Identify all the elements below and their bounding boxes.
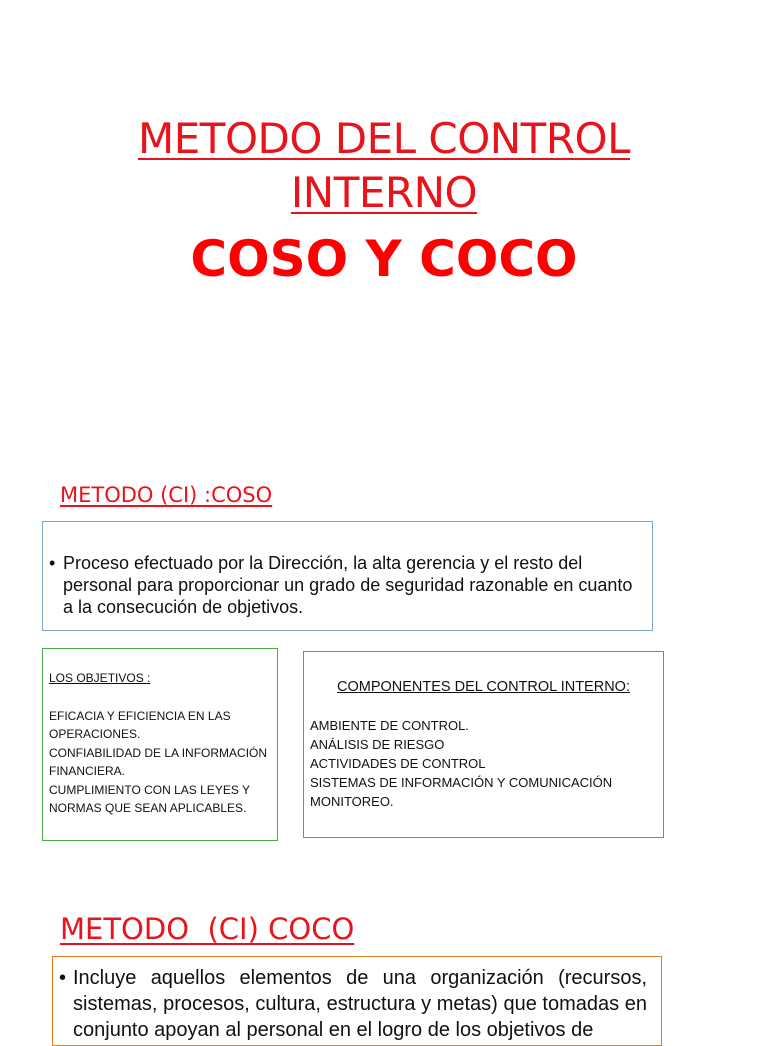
component-item: ACTIVIDADES DE CONTROL bbox=[310, 756, 486, 771]
objectives-box bbox=[42, 648, 278, 841]
page-subtitle: COSO Y COCO bbox=[190, 230, 578, 288]
component-item: MONITOREO. bbox=[310, 794, 394, 809]
coco-heading: METODO (CI) COCO bbox=[60, 912, 355, 946]
components-heading: COMPONENTES DEL CONTROL INTERNO: bbox=[337, 679, 630, 695]
coso-heading: METODO (CI) :COSO bbox=[60, 483, 273, 507]
coco-definition-box bbox=[52, 956, 662, 1046]
component-item: ANÁLISIS DE RIESGO bbox=[310, 737, 445, 752]
objective-item: CONFIABILIDAD DE LA INFORMACIÓN FINANCIERA. bbox=[49, 745, 268, 778]
bullet-icon: • bbox=[59, 967, 67, 989]
objectives-heading: LOS OBJETIVOS : bbox=[49, 671, 151, 685]
coco-definition-text: Incluye aquellos elementos de una organización (recursos, sistemas, procesos, cultura, estructura y metas) que tomadas en conjunto apoyan al personal en el logro de los objetivos de bbox=[73, 967, 647, 1041]
component-item: AMBIENTE DE CONTROL. bbox=[310, 718, 469, 733]
title-line-1: METODO DEL CONTROL bbox=[138, 114, 630, 163]
page-title bbox=[0, 112, 768, 220]
coso-definition-box bbox=[42, 521, 653, 631]
objective-item: EFICACIA Y EFICIENCIA EN LAS OPERACIONES. bbox=[49, 708, 231, 741]
bullet-icon: • bbox=[49, 553, 56, 573]
component-item: SISTEMAS DE INFORMACIÓN Y COMUNICACIÓN bbox=[310, 775, 613, 790]
coso-definition-text: Proceso efectuado por la Dirección, la alta gerencia y el resto del personal para proporcionar un grado de seguridad razonable en cuanto a la consecución de objetivos. bbox=[63, 553, 633, 617]
components-box bbox=[303, 651, 664, 838]
objective-item: CUMPLIMIENTO CON LAS LEYES Y NORMAS QUE SEAN APLICABLES. bbox=[49, 782, 250, 815]
title-line-2: INTERNO bbox=[290, 168, 478, 217]
